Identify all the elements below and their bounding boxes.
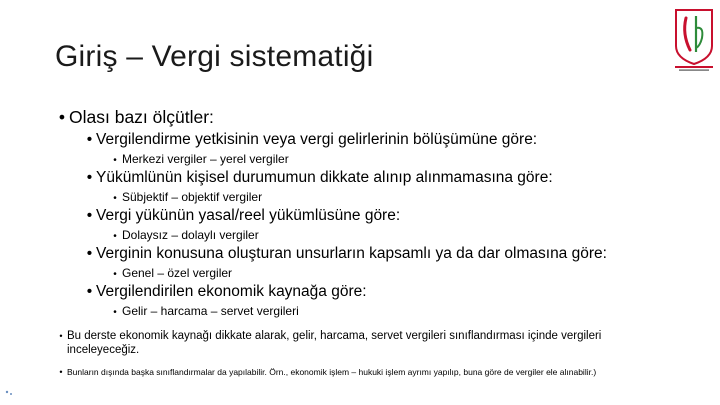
criterion-label: Vergilendirilen ekonomik kaynağa göre:	[96, 283, 367, 300]
bullet-dot-icon: •	[86, 131, 93, 148]
bullet-level1	[55, 107, 700, 131]
footnote-text: Bunların dışında başka sınıflandırmalar da yapılabilir. Örn., ekonomik işlem – hukuki işlem ayrımı yapılıp, buna göre de vergiler ele alınabilir.)	[67, 367, 597, 377]
bullet-dot-icon: •	[113, 155, 117, 166]
university-crest-icon	[672, 6, 716, 72]
bullet-dot-icon: •	[86, 169, 93, 186]
criterion-label: Vergi yükünün yasal/reel yükümlüsüne göre:	[96, 207, 401, 224]
bullet-dot-icon: •	[59, 331, 63, 341]
criterion-sub-item	[108, 304, 700, 321]
criterion-label: Vergilendirme yetkisinin veya vergi gelirlerinin bölüşümüne göre:	[96, 131, 538, 148]
slide-title: Giriş – Vergi sistematiği	[55, 40, 374, 73]
criterion-sub-text: Dolaysız – dolaylı vergiler	[122, 228, 259, 242]
bullet-dot-icon: •	[113, 231, 117, 242]
course-note	[55, 329, 665, 357]
course-note-text: Bu derste ekonomik kaynağı dikkate alarak, gelir, harcama, servet vergileri sınıflandırması içinde vergileri inceleyeceğiz.	[67, 330, 602, 356]
criterion-item	[83, 207, 700, 228]
criterion-label: Verginin konusuna oluşturan unsurların kapsamlı ya da dar olmasına göre:	[96, 245, 607, 262]
bullet-dot-icon: •	[113, 269, 117, 280]
criterion-sub-text: Genel – özel vergiler	[122, 266, 233, 280]
bullet-dot-icon: •	[86, 245, 93, 262]
slide-corner-mark-icon	[4, 388, 14, 398]
bullet-text: Olası bazı ölçütler:	[69, 107, 214, 127]
criterion-item	[83, 131, 700, 152]
bullet-dot-icon: •	[113, 193, 117, 204]
bullet-dot-icon: •	[59, 367, 63, 377]
criterion-sub-text: Merkezi vergiler – yerel vergiler	[122, 152, 289, 166]
criterion-sub-item	[108, 266, 700, 283]
criterion-sub-item	[108, 152, 700, 169]
bullet-dot-icon: •	[86, 207, 93, 224]
footnote	[55, 365, 720, 379]
criterion-sub-text: Gelir – harcama – servet vergileri	[122, 304, 299, 318]
criterion-sub-item	[108, 190, 700, 207]
bullet-dot-icon: •	[58, 107, 66, 127]
criterion-label: Yükümlünün kişisel durumumun dikkate alınıp alınmamasına göre:	[96, 169, 553, 186]
slide-content	[50, 107, 700, 379]
bullet-dot-icon: •	[113, 307, 117, 318]
criterion-item	[83, 169, 700, 190]
criterion-item	[83, 245, 700, 266]
criterion-item	[83, 283, 700, 304]
criterion-sub-text: Sübjektif – objektif vergiler	[122, 190, 263, 204]
criterion-sub-item	[108, 228, 700, 245]
bullet-dot-icon: •	[86, 283, 93, 300]
